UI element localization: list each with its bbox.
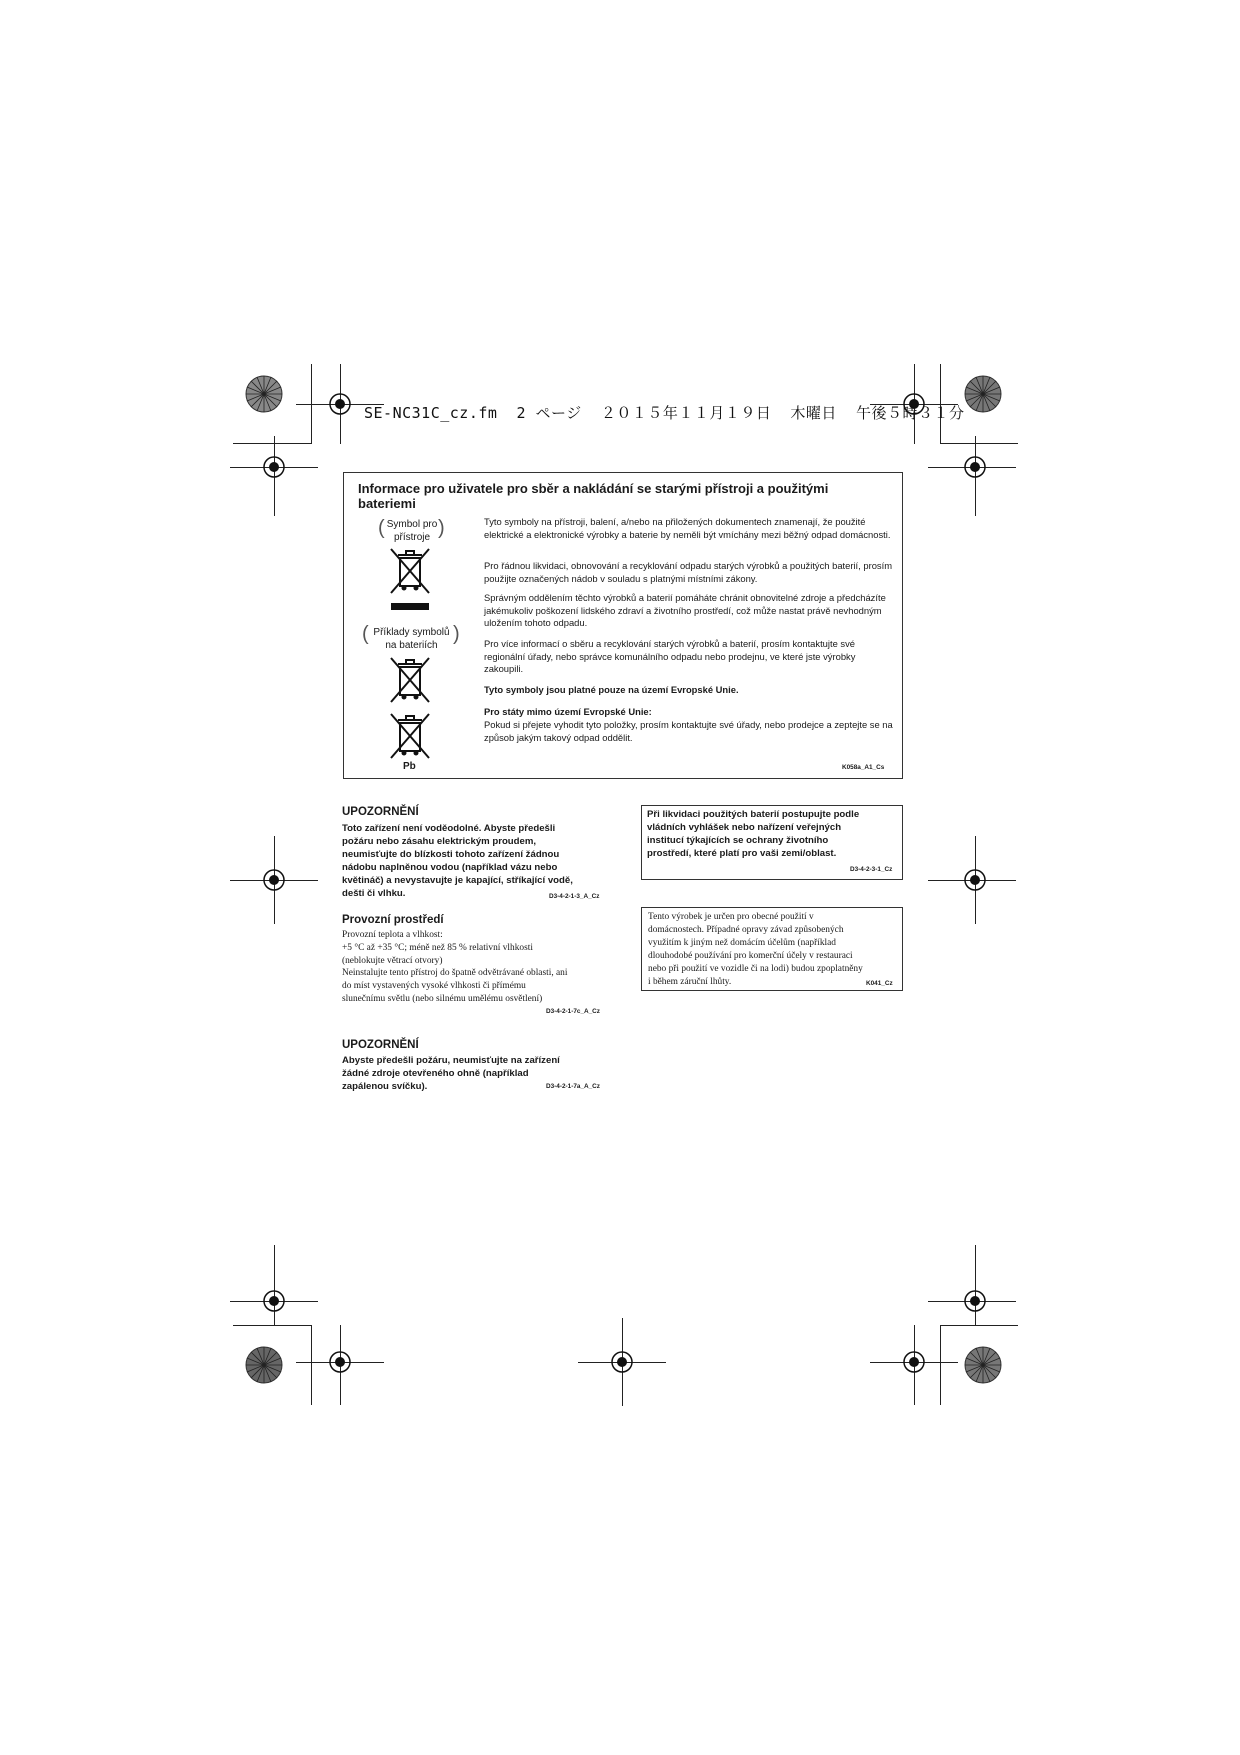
weee-non-eu-text: Pokud si přejete vyhodit tyto položky, prosím kontaktujte své úřady, nebo prodejce a zeptejte se na způsob jakým takový odpad oddělit.	[484, 719, 893, 743]
caution2-code: D3-4-2-1-7a_A_Cz	[546, 1083, 600, 1090]
weee-non-eu-title: Pro státy mimo území Evropské Unie:	[484, 706, 652, 717]
registration-mark-icon	[955, 1281, 995, 1321]
star-target-icon	[245, 1346, 283, 1384]
caution1-code: D3-4-2-1-3_A_Cz	[549, 893, 600, 900]
weee-paragraph-2: Pro řádnou likvidaci, obnovování a recyklování odpadu starých výrobků a použitých baterií, prosím použijte označených nádob v souladu s platnými místními zákony.	[484, 560, 893, 584]
lead-symbol: Pb	[403, 761, 416, 772]
environment-text: Provozní teplota a vlhkost: +5 °C až +35 °C; méně než 85 % relativní vlhkosti (neblokujte větrací otvory) Neinstalujte tento přístroj do špatně odvětrávané oblasti, ani do míst vystavených vysoké vlhkosti či přímému slunečnímu světlu (nebo silnému umělému osvětlení)	[342, 930, 568, 1004]
weee-title: Informace pro uživatele pro sběr a nakládání se starými přístroji a použitými bateriemi	[358, 481, 829, 511]
file-header: SE-NC31C_cz.fm 2 ページ ２０１５年１１月１９日 木曜日 午後５時３１分	[364, 404, 965, 422]
weee-paragraph-1: Tyto symboly na přístroji, balení, a/nebo na přiložených dokumentech znamenají, že použité elektrické a elektronické výrobky a baterie by neměli být vmíchány mezi běžný odpad domácnosti.	[484, 516, 891, 540]
registration-mark-icon	[955, 447, 995, 487]
registration-mark-icon	[320, 1342, 360, 1382]
registration-mark-icon	[955, 860, 995, 900]
registration-mark-icon	[602, 1342, 642, 1382]
weee-paragraph-4: Pro více informací o sběru a recyklování starých výrobků a baterií, prosím kontaktujte své regionální úřady, nebo správce komunálního odpadu nebo prodejnu, ve které jste výrobky zakoupili.	[484, 638, 856, 675]
crossed-bin-lead-icon	[388, 711, 432, 761]
caution1-text: Toto zařízení není voděodolné. Abyste předešli požáru nebo zásahu elektrickým proudem, neumisťujte do blízkosti tohoto zařízení žádnou nádobu naplněnou vodou (například vázu nebo květináč) a nevystavujte je kapající, stříkající vodě, dešti či vlhku.	[342, 823, 573, 899]
caution2-heading: UPOZORNĚNÍ	[342, 1039, 419, 1051]
usage-code: K041_Cz	[866, 980, 893, 987]
crossed-bin-battery-icon	[388, 655, 432, 705]
label-device-symbol: Symbol pro přístroje	[386, 519, 438, 543]
crossed-bin-icon	[388, 546, 432, 596]
caution1-heading: UPOZORNĚNÍ	[342, 806, 419, 818]
weee-paragraph-3: Správným oddělením těchto výrobků a baterií pomáháte chránit obnovitelné zdroje a předcházíte jakémukoliv poškození lidského zdraví a životního prostředí, což může nastat právě nevhodným uložením tohoto odpadu.	[484, 592, 886, 629]
registration-mark-icon	[254, 447, 294, 487]
star-target-icon	[964, 1346, 1002, 1384]
registration-mark-icon	[894, 1342, 934, 1382]
usage-text: Tento výrobek je určen pro obecné použití v domácnostech. Případné opravy závad způsobených využitím k jiným než domácím účelům (například dlouhodobé používání pro komerční účely v restauraci nebo při použití ve vozidle či na lodi) budou zpoplatněny i během záruční lhůty.	[648, 912, 863, 987]
label-battery-symbol: Příklady symbolů na bateriích	[373, 627, 450, 651]
bin-bar	[391, 603, 429, 610]
registration-mark-icon	[254, 860, 294, 900]
star-target-icon	[245, 375, 283, 413]
registration-mark-icon	[254, 1281, 294, 1321]
environment-code: D3-4-2-1-7c_A_Cz	[546, 1008, 600, 1015]
weee-eu-only: Tyto symboly jsou platné pouze na území Evropské Unie.	[484, 684, 739, 695]
weee-code: K058a_A1_Cs	[842, 764, 885, 771]
registration-mark-icon	[320, 384, 360, 424]
star-target-icon	[964, 375, 1002, 413]
battery-disposal-text: Při likvidaci použitých baterií postupujte podle vládních vyhlášek nebo nařízení veřejných institucí týkajících se ochrany životního prostředí, které platí pro vaši zemi/oblast.	[647, 809, 860, 859]
caution2-text: Abyste předešli požáru, neumisťujte na zařízení žádné zdroje otevřeného ohně (například zapálenou svíčku).	[342, 1055, 560, 1092]
environment-heading: Provozní prostředí	[342, 914, 444, 926]
battery-disposal-code: D3-4-2-3-1_Cz	[850, 866, 893, 873]
